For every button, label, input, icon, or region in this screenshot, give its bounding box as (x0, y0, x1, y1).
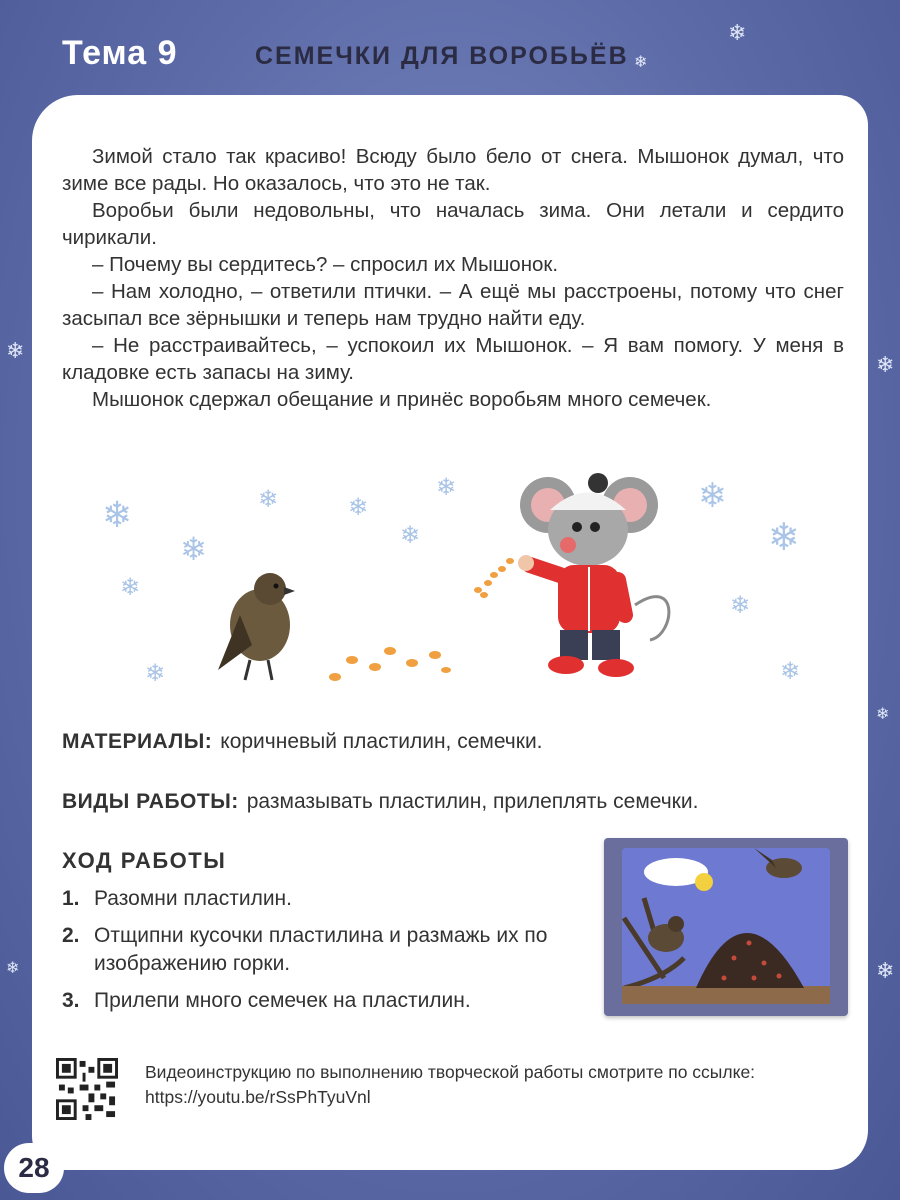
list-item (62, 922, 587, 978)
step-text: Разомни пластилин. (94, 887, 292, 910)
snowflake-icon: ❄ (120, 573, 141, 601)
materials-text: коричневый пластилин, семечки. (220, 730, 543, 753)
kinds-of-work-line (62, 790, 698, 814)
materials-line (62, 730, 543, 754)
topic-label: Тема 9 (62, 34, 178, 72)
kinds-of-work-text: размазывать пластилин, прилеплять семечки. (246, 790, 699, 813)
kinds-of-work-label: ВИДЫ РАБОТЫ: (62, 790, 239, 813)
snowflake-icon: ❄ (145, 659, 166, 687)
snowflake-icon: ❄ (768, 515, 800, 559)
snowflake-icon: ❄ (634, 54, 648, 71)
list-item (62, 987, 587, 1015)
snowflake-icon: ❄ (876, 958, 895, 983)
snowflake-icon: ❄ (102, 495, 133, 536)
snowflake-icon: ❄ (436, 473, 457, 501)
story-paragraph: Воробьи были недовольны, что началась зима. Они летали и сердито чирикали. (62, 199, 844, 249)
story-paragraph: – Нам холодно, – ответили птички. – А ещё мы расстроены, потому что снег засыпал все зёрнышки и теперь нам трудно найти еду. (62, 280, 844, 330)
snowflake-icon: ❄ (728, 20, 747, 45)
snowflake-icon: ❄ (400, 521, 421, 549)
story-paragraph: Мышонок сдержал обещание и принёс воробьям много семечек. (92, 388, 712, 411)
snowflake-icon: ❄ (698, 476, 727, 516)
snowflake-icon: ❄ (6, 960, 20, 977)
craft-example-photo (604, 838, 848, 1016)
seeds-image (329, 558, 514, 681)
step-number: 1. (62, 887, 80, 910)
snowflake-icon: ❄ (6, 338, 25, 363)
sparrow-image (218, 573, 295, 680)
snowflake-icon: ❄ (780, 657, 801, 685)
story-text (62, 143, 844, 413)
video-instruction-text: Видеоинструкцию по выполнению творческой работы смотрите по ссылке: https://youtu.be/rSsPhTyuVnl (145, 1062, 756, 1107)
story-paragraph: Зимой стало так красиво! Всюду было бело от снега. Мышонок думал, что зиме все рады. Но оказалось, что это не так. (62, 145, 844, 195)
list-item (62, 885, 587, 913)
page-number: 28 (4, 1143, 64, 1193)
snowflake-icon: ❄ (258, 485, 279, 513)
snowflake-icon: ❄ (876, 352, 895, 377)
snowflake-icon: ❄ (876, 706, 890, 723)
mouse-image (518, 473, 669, 677)
step-number: 3. (62, 989, 80, 1012)
snowflake-icon: ❄ (180, 530, 207, 568)
step-text: Отщипни кусочки пластилина и размажь их по изображению горки. (94, 924, 548, 975)
steps-list (62, 885, 587, 1024)
qr-code-icon[interactable] (56, 1058, 118, 1120)
story-paragraph: – Не расстраивайтесь, – успокоил их Мышонок. – Я вам помогу. У меня в кладовке есть запасы на зиму. (62, 334, 844, 384)
snowflake-icon: ❄ (348, 493, 369, 521)
step-number: 2. (62, 924, 80, 947)
steps-title: ХОД РАБОТЫ (62, 848, 227, 873)
snowflake-icon: ❄ (730, 591, 751, 619)
step-text: Прилепи много семечек на пластилин. (94, 989, 471, 1012)
materials-label: МАТЕРИАЛЫ: (62, 730, 213, 753)
story-illustration (90, 465, 830, 705)
story-paragraph: – Почему вы сердитесь? – спросил их Мышонок. (92, 253, 559, 276)
page-title: СЕМЕЧКИ ДЛЯ ВОРОБЬЁВ (255, 42, 629, 70)
